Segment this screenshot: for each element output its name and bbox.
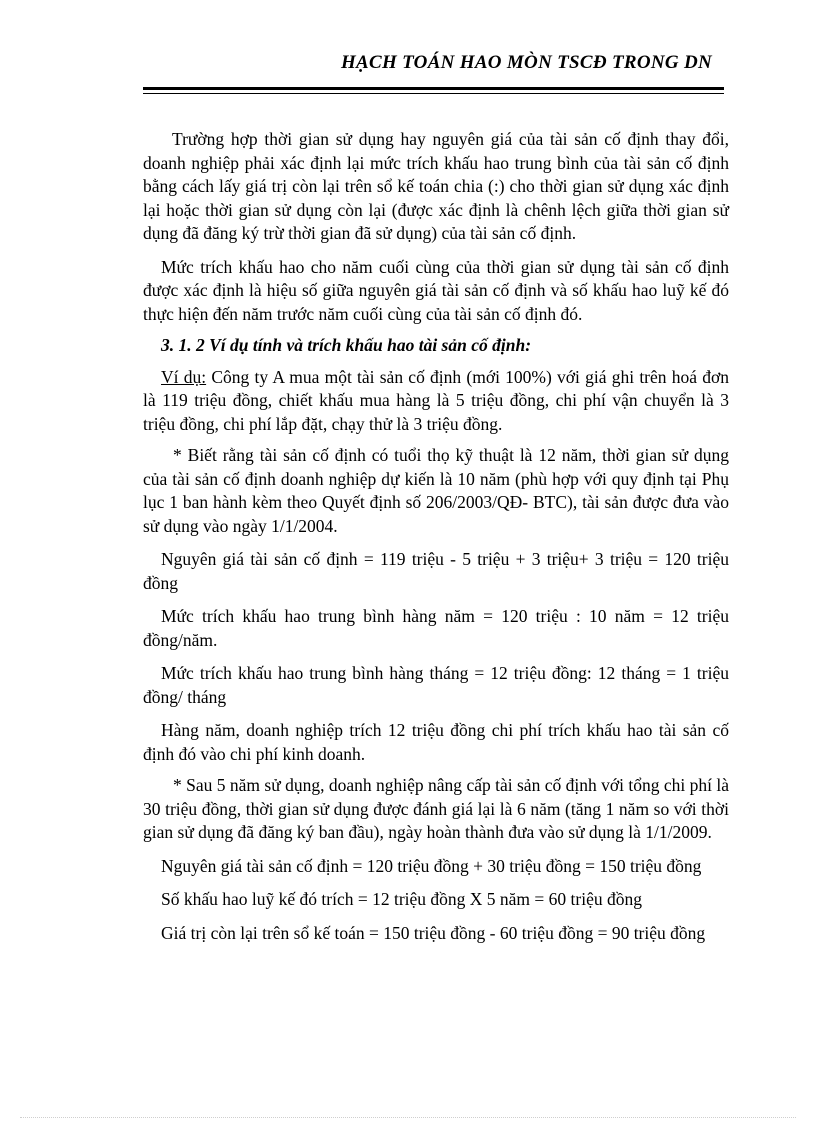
paragraph-monthly-depreciation: Mức trích khấu hao trung bình hàng tháng = 12 triệu đồng: 12 tháng = 1 triệu đồng/ tháng	[143, 663, 729, 707]
paragraph-final-year: Mức trích khấu hao cho năm cuối cùng của thời gian sử dụng tài sản cố định được xác định là hiệu số giữa nguyên giá tài sản cố định và số khấu hao luỹ kế đó thực hiện đến năm trước năm cuối cùng của tài sản cố định đó.	[143, 256, 729, 324]
paragraph-original-cost: Nguyên giá tài sản cố định = 119 triệu - 5 triệu + 3 triệu+ 3 triệu = 120 triệu đồng	[143, 549, 729, 593]
paragraph-asset-lifetime: * Biết rằng tài sản cố định có tuổi thọ kỹ thuật là 12 năm, thời gian sử dụng của tài sản cố định doanh nghiệp dự kiến là 10 năm (phù hợp với quy định tại Phụ lục 1 ban hành kèm theo Quyết định số 206/2003/QĐ- BTC), tài sản được đưa vào sử dụng vào ngày 1/1/2004.	[143, 445, 729, 536]
paragraph-new-original-cost: Nguyên giá tài sản cố định = 120 triệu đồng + 30 triệu đồng = 150 triệu đồng	[161, 855, 702, 876]
header-rule-thick	[143, 87, 724, 90]
paragraph-annual-depreciation: Mức trích khấu hao trung bình hàng năm = 120 triệu : 10 năm = 12 triệu đồng/năm.	[143, 606, 729, 650]
section-heading: 3. 1. 2 Ví dụ tính và trích khấu hao tài sản cố định:	[161, 335, 532, 355]
example-text: Công ty A mua một tài sản cố định (mới 100%) với giá ghi trên hoá đơn là 119 triệu đồng, chiết khấu mua hàng là 5 triệu đồng, chi phí vận chuyển là 3 triệu đồng, chi phí lắp đặt, chạy thử là 3 triệu đồng.	[143, 366, 729, 434]
paragraph-example	[143, 366, 729, 437]
document-body	[143, 128, 729, 945]
paragraph-accumulated-depreciation: Số khấu hao luỹ kế đó trích = 12 triệu đồng X 5 năm = 60 triệu đồng	[161, 889, 642, 909]
example-label: Ví dụ:	[161, 366, 207, 387]
paragraph-adjustment: Trường hợp thời gian sử dụng hay nguyên giá của tài sản cố định thay đổi, doanh nghiệp phải xác định lại mức trích khấu hao trung bình của tài sản cố định bằng cách lấy giá trị còn lại trên sổ kế toán chia (:) cho thời gian sử dụng xác định lại hoặc thời gian sử dụng còn lại (được xác định là chênh lệch giữa thời gian sử dụng đã đăng ký trừ thời gian đã sử dụng) của tài sản cố định.	[143, 129, 729, 243]
header-rule-thin	[143, 93, 724, 94]
page-header-title: HẠCH TOÁN HAO MÒN TSCĐ TRONG DN	[340, 52, 712, 73]
paragraph-remaining-value: Giá trị còn lại trên sổ kế toán = 150 triệu đồng - 60 triệu đồng = 90 triệu đồng	[161, 922, 706, 943]
paragraph-yearly-charge: Hàng năm, doanh nghiệp trích 12 triệu đồng chi phí trích khấu hao tài sản cố định đó vào chi phí kinh doanh.	[143, 720, 729, 764]
bottom-dotted-line	[20, 1117, 796, 1118]
paragraph-upgrade: * Sau 5 năm sử dụng, doanh nghiệp nâng cấp tài sản cố định với tổng chi phí là 30 triệu đồng, thời gian sử dụng được đánh giá lại là 6 năm (tăng 1 năm so với thời gian sử dụng đã đăng ký ban đầu), ngày hoàn thành đưa vào sử dụng là 1/1/2009.	[143, 775, 729, 842]
